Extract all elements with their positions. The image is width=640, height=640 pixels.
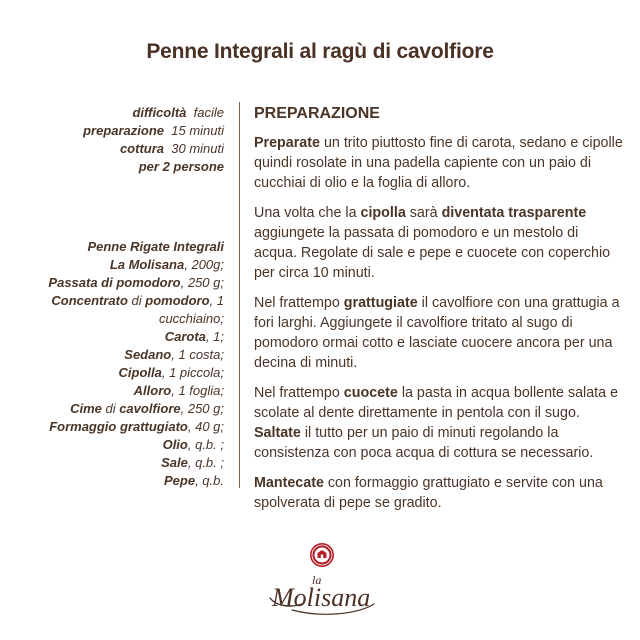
ingredient-name: cavolfiore [119,401,181,416]
ingredient-qty: , 250 g; [180,401,224,416]
ingredient-item [10,274,224,292]
ingredient-connector: di [101,401,120,416]
ingredient-name: Pepe [164,473,196,488]
meta-value: 30 minuti [171,141,224,156]
step-verb: Saltate [254,425,301,441]
meta-label: difficoltà [132,105,187,120]
ingredient-qty: , 200g; [184,257,224,272]
preparation-step [254,293,624,373]
ingredient-qty: , 1 cucchiaino; [158,293,224,326]
ingredient-name: Cime [70,401,102,416]
meta-servings [10,158,224,176]
meta-value: facile [193,105,224,120]
logo-text-la: la [312,573,322,587]
ingredient-item [10,418,224,436]
ingredient-item [10,238,224,256]
preparation-heading: PREPARAZIONE [254,105,380,122]
recipe-details [10,104,224,490]
meta-label: cottura [119,141,165,156]
step-verb: Mantecate [254,475,324,491]
ingredient-qty: , 1 costa; [171,347,224,362]
step-text: la pasta in acqua bollente salata e scolate al dente direttamente in pentola con il sugo. [254,385,619,421]
meta-label: preparazione [83,123,165,138]
ingredient-item [10,400,224,418]
step-text: con formaggio grattugiato e servite con una spolverata di pepe se gradito. [254,475,603,511]
ingredient-item [10,328,224,346]
preparation-step [254,473,624,513]
ingredient-qty: , 1; [205,329,224,344]
ingredient-qty: , 250 g; [180,275,224,290]
ingredient-name: Passata di pomodoro [48,275,181,290]
la-molisana-logo [262,540,382,624]
ingredient-item [10,256,224,274]
step-text: Nel frattempo [254,385,344,401]
meta-difficulty [10,104,224,122]
ingredient-connector: di [127,293,146,308]
ingredient-item [10,472,224,490]
column-divider [239,102,240,488]
ingredient-qty: , 1 piccola; [161,365,224,380]
step-verb: grattugiate [343,295,418,311]
step-text: un trito piuttosto fine di carota, sedano e cipolle quindi rosolate in una padella capiente con un paio di cucchiai di olio e la foglia di alloro. [254,135,623,191]
step-text: Nel frattempo [254,295,344,311]
preparation-section [254,104,624,523]
step-text: sarà [405,205,442,221]
ingredient-name: Formaggio grattugiato [49,419,188,434]
ingredient-qty: , 40 g; [187,419,224,434]
ingredient-item [10,346,224,364]
step-text: il tutto per un paio di minuti regolando la consistenza con poca acqua di cottura se necessario. [254,425,594,461]
ingredient-name: La Molisana [109,257,185,272]
ingredient-name: Alloro [133,383,172,398]
ingredient-item [10,382,224,400]
step-text: aggiungete la passata di pomodoro e un mestolo di acqua. Regolate di sale e pepe e cuocete con coperchio per circa 10 minuti. [254,225,611,281]
recipe-meta [10,104,224,176]
meta-cooking [10,140,224,158]
ingredient-name: Cipolla [118,365,162,380]
ingredient-item [10,454,224,472]
preparation-step [254,133,624,193]
ingredient-name: Sale [161,455,188,470]
logo-emblem-icon [310,543,334,567]
ingredient-name: Penne Rigate Integrali [87,239,224,254]
preparation-step [254,383,624,463]
ingredients-list [10,238,224,490]
ingredient-item [10,364,224,382]
ingredient-qty: , q.b. ; [187,437,224,452]
step-text: Una volta che la [254,205,361,221]
step-verb: cuocete [343,385,398,401]
preparation-step [254,203,624,283]
step-emphasis: diventata trasparente [441,205,587,221]
ingredient-qty: , 1 foglia; [171,383,224,398]
logo-text-brand: Molisana [272,583,371,612]
recipe-title: Penne Integrali al ragù di cavolfiore [146,40,494,63]
ingredient-name: Olio [162,437,188,452]
step-verb: Preparate [254,135,320,151]
logo-wordmark [270,573,374,614]
step-emphasis: cipolla [360,205,406,221]
ingredient-item [10,436,224,454]
meta-value: 15 minuti [171,123,224,138]
ingredient-name: Concentrato [51,293,128,308]
ingredient-qty: , q.b. [195,473,224,488]
ingredient-name: pomodoro [145,293,210,308]
ingredient-item [10,292,224,328]
ingredient-qty: , q.b. ; [187,455,224,470]
ingredient-name: Sedano [124,347,172,362]
step-text: il cavolfiore con una grattugia a fori larghi. Aggiungete il cavolfiore tritato al sugo di pomodoro ormai cotto e lasciate cuocere ancora per una decina di minuti. [254,295,620,371]
meta-preparation [10,122,224,140]
ingredient-name: Carota [164,329,206,344]
meta-label: per 2 persone [138,159,224,174]
